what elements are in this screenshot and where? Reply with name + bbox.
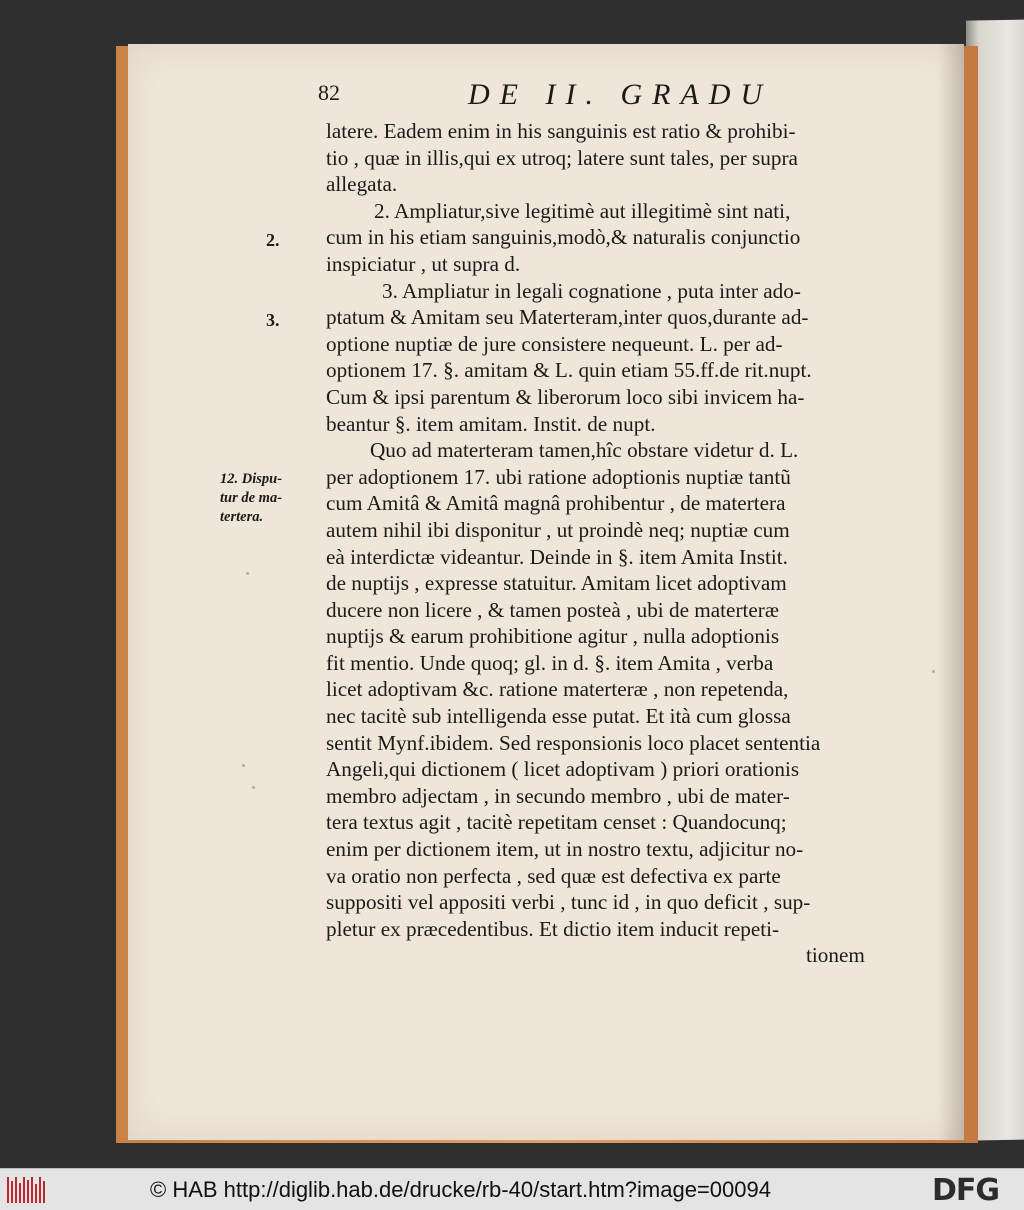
- text-line: Cum & ipsi parentum & liberorum loco sibi invicem ha-: [326, 384, 805, 409]
- catchword: tionem: [806, 943, 865, 968]
- margin-note: [220, 470, 320, 527]
- paper-speck: [932, 670, 935, 673]
- text-line: optione nuptiæ de jure consistere nequeunt. L. per ad-: [326, 331, 783, 356]
- text-line: nuptijs & earum prohibitione agitur , nulla adoptionis: [326, 624, 780, 649]
- margin-note-line: tur de ma-: [220, 490, 283, 506]
- text-line: optionem 17. §. amitam & L. quin etiam 55.ff.de rit.nupt.: [326, 358, 812, 383]
- text-line: nec tacitè sub intelligenda esse putat. Et ità cum glossa: [326, 704, 791, 729]
- text-line: fit mentio. Unde quoq; gl. in d. §. item Amita , verba: [326, 650, 774, 675]
- text-line: latere. Eadem enim in his sanguinis est ratio & prohibi-: [326, 119, 796, 143]
- text-line: cum in his etiam sanguinis,modò,& naturalis conjunctio: [326, 225, 801, 250]
- text-line: membro adjectam , in secundo membro , ubi de mater-: [326, 783, 790, 808]
- text-line: Quo ad materteram tamen,hîc obstare videtur d. L.: [370, 438, 799, 463]
- hab-barcode-logo-icon: [6, 1175, 46, 1205]
- text-line: suppositi vel appositi verbi , tunc id , in quo deficit , sup-: [326, 890, 811, 915]
- page-gutter-shadow: [938, 44, 964, 1140]
- body-text: [326, 118, 921, 969]
- text-line: sentit Mynf.ibidem. Sed responsionis loco placet sententia: [326, 730, 821, 755]
- paper-speck: [242, 764, 245, 767]
- footer-bar: [0, 1168, 1024, 1210]
- text-line: 3. Ampliatur in legali cognatione , puta inter ado-: [382, 278, 801, 303]
- text-line: ptatum & Amitam seu Materteram,inter quos,durante ad-: [326, 305, 809, 330]
- margin-note-line: tertera.: [220, 509, 264, 525]
- book-page: [128, 44, 964, 1140]
- text-line: va oratio non perfecta , sed quæ est defectiva ex parte: [326, 863, 781, 888]
- text-line: eà interdictæ videantur. Deinde in §. item Amita Instit.: [326, 544, 788, 569]
- text-line: cum Amitâ & Amitâ magnâ prohibentur , de matertera: [326, 491, 786, 516]
- text-line: allegata.: [326, 172, 398, 197]
- page-header: [318, 78, 878, 112]
- text-line: de nuptijs , expresse statuitur. Amitam licet adoptivam: [326, 571, 787, 596]
- paper-speck: [246, 572, 249, 575]
- margin-number-2: 2.: [266, 230, 280, 250]
- text-line: 2. Ampliatur,sive legitimè aut illegitimè sint nati,: [374, 198, 791, 223]
- margin-note-line: 12. Dispu-: [220, 471, 283, 487]
- text-line: pletur ex præcedentibus. Et dictio item inducit repeti-: [326, 916, 780, 941]
- text-line: beantur §. item amitam. Instit. de nupt.: [326, 411, 656, 436]
- text-line: per adoptionem 17. ubi ratione adoptionis nuptiæ tantũ: [326, 464, 791, 489]
- copyright-url[interactable]: © HAB http://diglib.hab.de/drucke/rb-40/start.htm?image=00094: [150, 1177, 771, 1202]
- text-line: autem nihil ibi disponitur , ut proindè neq; nuptiæ cum: [326, 517, 790, 542]
- page-number: 82: [318, 80, 340, 105]
- text-line: tio , quæ in illis,qui ex utroq; latere sunt tales, per supra: [326, 145, 798, 170]
- text-line: Angeli,qui dictionem ( licet adoptivam ) priori orationis: [326, 757, 800, 782]
- running-title: DE II. GRADU: [468, 78, 773, 111]
- text-line: inspiciatur , ut supra d.: [326, 251, 521, 276]
- text-line: licet adoptivam &c. ratione materteræ , non repetenda,: [326, 677, 789, 702]
- margin-number-3: 3.: [266, 310, 280, 330]
- text-line: ducere non licere , & tamen posteà , ubi de materteræ: [326, 597, 779, 622]
- text-line: enim per dictionem item, ut in nostro textu, adjicitur no-: [326, 837, 804, 862]
- dfg-logo: DFG: [932, 1173, 1000, 1208]
- text-line: tera textus agit , tacitè repetitam censet : Quandocunq;: [326, 810, 787, 835]
- paper-speck: [252, 786, 255, 789]
